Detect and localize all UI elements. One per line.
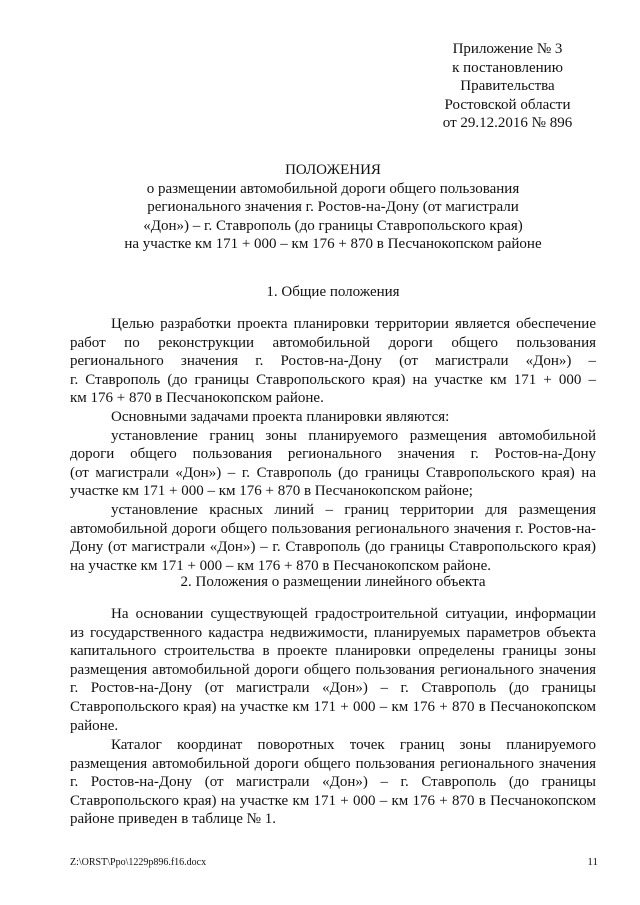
paragraph-line: установление границ зоны планируемого размещения автомобильной — [111, 427, 596, 444]
paragraph-line: Ставропольского края) на участке км 171 + 000 – км 176 + 870 в Песчанокопском — [70, 792, 596, 809]
paragraph-line: из государственного кадастра недвижимости, планируемых параметров объекта — [70, 624, 596, 641]
paragraph-line: Целью разработки проекта планировки территории является обеспечение — [111, 316, 596, 332]
paragraph-line: на участке км 171 + 000 – км 176 + 870 в Песчанокопском районе. — [70, 557, 491, 574]
title-line: «Дон») – г. Ставрополь (до границы Ставропольского края) — [143, 217, 523, 234]
title-line: ПОЛОЖЕНИЯ — [285, 162, 381, 178]
paragraph-line: районе приведен в таблице № 1. — [70, 811, 276, 828]
page-number: 11 — [587, 856, 598, 868]
paragraph-line: размещения автомобильной дороги общего пользования регионального значения — [70, 661, 596, 678]
annex-line: Ростовской области — [444, 96, 571, 113]
section-2-heading: 2. Положения о размещении линейного объекта — [180, 574, 486, 590]
paragraph-line: регионального значения г. Ростов-на-Дону (от магистрали «Дон») – — [70, 353, 596, 370]
paragraph-line: км 176 + 870 в Песчанокопском районе. — [70, 390, 324, 407]
annex-line: от 29.12.2016 № 896 — [442, 115, 573, 132]
footer-file-path: Z:\ORST\Ppo\1229p896.f16.docx — [70, 857, 207, 868]
paragraph-line: Основными задачами проекта планировки являются: — [111, 409, 450, 425]
paragraph-line: работ по реконструкции автомобильной дороги общего пользования — [70, 334, 596, 351]
paragraph-line: районе. — [70, 717, 119, 734]
annex-line: Правительства — [460, 78, 555, 95]
annex-line: к постановлению — [452, 59, 563, 76]
section-2-paragraph-1 — [70, 605, 596, 735]
section-2-paragraph-2 — [70, 736, 596, 829]
paragraph-line: установление красных линий – границ территории для размещения — [111, 502, 596, 518]
section-1-paragraph-2 — [70, 408, 596, 427]
paragraph-line: Каталог координат поворотных точек границ зоны планируемого — [111, 737, 596, 753]
title-line: на участке км 171 + 000 – км 176 + 870 в Песчанокопском районе — [124, 236, 542, 253]
paragraph-line: Ставропольского края) на участке км 171 + 000 – км 176 + 870 в Песчанокопском — [70, 698, 596, 715]
section-1-paragraph-1 — [70, 315, 596, 408]
paragraph-line: г. Ставрополь (до границы Ставропольского края) на участке км 171 + 000 – — [70, 371, 596, 388]
paragraph-line: Дону (от магистрали «Дон») – г. Ставрополь (до границы Ставропольского края) — [70, 539, 596, 556]
paragraph-line: На основании существующей градостроительной ситуации, информации — [111, 606, 596, 622]
paragraph-line: дороги общего пользования регионального значения г. Ростов-на-Дону — [70, 446, 596, 463]
paragraph-line: автомобильной дороги общего пользования регионального значения г. Ростов-на- — [70, 520, 596, 537]
section-1-paragraph-4 — [70, 501, 596, 575]
paragraph-line: (от магистрали «Дон») – г. Ставрополь (до границы Ставропольского края) на — [70, 464, 596, 481]
paragraph-line: г. Ростов-на-Дону (от магистрали «Дон») – г. Ставрополь (до границы — [70, 680, 596, 697]
paragraph-line: г. Ростов-на-Дону (от магистрали «Дон») – г. Ставрополь (до границы — [70, 774, 596, 791]
title-line: о размещении автомобильной дороги общего пользования — [146, 180, 520, 197]
document-title — [70, 161, 596, 254]
paragraph-line: размещения автомобильной дороги общего пользования регионального значения — [70, 755, 596, 772]
section-1-paragraph-3 — [70, 427, 596, 501]
section-1-heading: 1. Общие положения — [266, 284, 400, 300]
paragraph-line: капитального строительства в проекте планировки определены границы зоны — [70, 643, 596, 660]
paragraph-line: участке км 171 + 000 – км 176 + 870 в Песчанокопском районе; — [70, 483, 473, 500]
annex-header — [415, 40, 600, 133]
title-line: регионального значения г. Ростов-на-Дону (от магистрали — [147, 199, 519, 216]
annex-line: Приложение № 3 — [452, 41, 563, 57]
